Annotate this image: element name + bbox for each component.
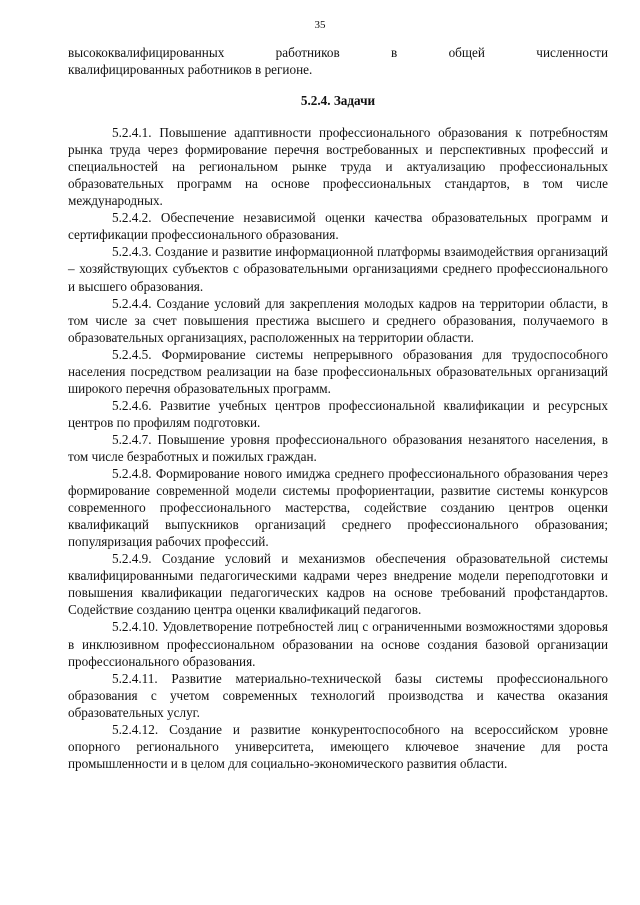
task-number: 5.2.4.3. (112, 244, 152, 260)
task-number: 5.2.4.4. (112, 295, 152, 311)
task-number: 5.2.4.7. (112, 431, 152, 447)
task-number: 5.2.4.6. (112, 397, 152, 413)
task-text: Развитие материально-технической базы системы профессионального образования с учетом современных технологий производства и качества оказания образовательных услуг. (68, 670, 609, 720)
task-item (68, 431, 608, 465)
task-item (68, 124, 608, 209)
task-text: Создание и развитие конкурентоспособного на всероссийском уровне опорного регионального университета, имеющего ключевое значение для роста промышленности и в целом для социально-экономического развития области. (68, 721, 609, 771)
intro-line-1: высококвалифицированных работников в общей численности (68, 45, 608, 60)
task-text: Создание и развитие информационной платформы взаимодействия организаций – хозяйствующих субъектов с образовательными организациями среднего профессионального и высшего образования. (68, 244, 608, 294)
task-text: Развитие учебных центров профессиональной квалификации и ресурсных центров по профилям подготовки. (68, 397, 608, 430)
task-number: 5.2.4.9. (112, 551, 152, 567)
task-text: Создание условий и механизмов обеспечения образовательной системы квалифицированными педагогическими кадрами через внедрение модели переподготовки и повышения квалификации педагогических кадров на основе требований профстандартов. Содействие созданию центра оценки квалификаций педагогов. (68, 551, 608, 618)
task-text: Формирование нового имиджа среднего профессионального образования через формирование современной модели системы профориентации, развитие системы конкурсов современного профессионального мастерства, содействие созданию центров оценки квалификаций выпускников организаций среднего профессионального образования; популяризация рабочих профессий. (68, 466, 609, 550)
task-item (68, 670, 608, 721)
intro-line-2: квалифицированных работников в регионе. (68, 62, 313, 78)
task-number: 5.2.4.2. (112, 210, 152, 226)
task-number: 5.2.4.12. (112, 721, 159, 737)
task-text: Обеспечение независимой оценки качества образовательных программ и сертификации профессионального образования. (68, 210, 608, 243)
task-text: Создание условий для закрепления молодых кадров на территории области, в том числе за счет повышения престижа высшего и среднего образования, получаемого в образовательных организациях, расположенных на территории области. (68, 295, 608, 345)
task-item (68, 209, 608, 243)
task-item (68, 346, 608, 397)
task-number: 5.2.4.10. (112, 619, 159, 635)
task-text: Повышение адаптивности профессионального образования к потребностям рынка труда через формирование перечня востребованных и перспективных профессий и специальностей на региональном рынке труда и актуализацию профессиональных образовательных программ на основе профессиональных стандартов, в том числе международных. (68, 125, 609, 209)
task-number: 5.2.4.8. (112, 466, 152, 482)
task-text: Повышение уровня профессионального образования незанятого населения, в том числе безработных и пожилых граждан. (68, 431, 609, 464)
section-title: 5.2.4. Задачи (300, 93, 376, 109)
task-item (68, 550, 608, 618)
task-item (68, 721, 608, 772)
task-item (68, 397, 608, 431)
tasks-list (68, 124, 608, 772)
task-text: Формирование системы непрерывного образования для трудоспособного населения посредством реализации на базе профессиональных образовательных организаций широкого перечня образовательных программ. (68, 346, 609, 396)
task-item (68, 618, 608, 669)
task-item (68, 243, 608, 294)
task-number: 5.2.4.1. (112, 125, 152, 141)
task-number: 5.2.4.11. (112, 670, 158, 686)
page-content (68, 44, 608, 772)
task-number: 5.2.4.5. (112, 346, 152, 362)
task-item (68, 295, 608, 346)
task-item (68, 465, 608, 550)
page-number: 35 (314, 19, 326, 31)
task-text: Удовлетворение потребностей лиц с ограниченными возможностями здоровья в инклюзивном профессиональном образовании на основе создания базовой организации профессионального образования. (68, 619, 608, 669)
